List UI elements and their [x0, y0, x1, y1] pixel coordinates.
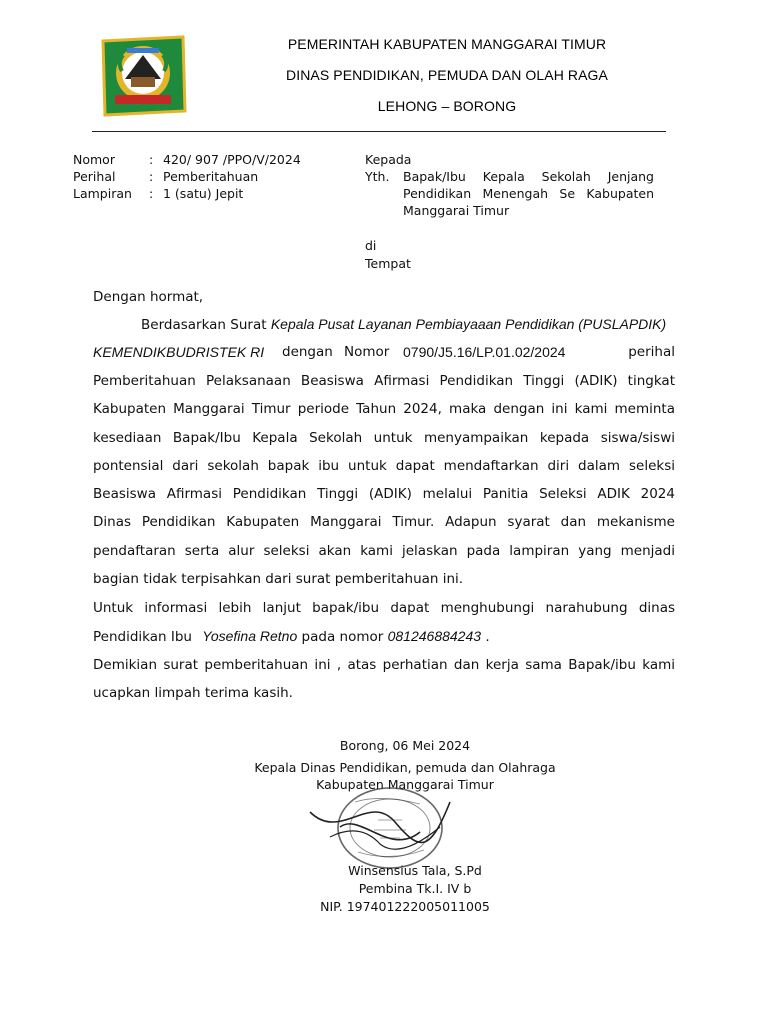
signatory-rank: Pembina Tk.I. IV b — [358, 881, 472, 896]
meta-perihal: Perihal : Pemberitahuan — [73, 169, 259, 184]
letterhead-line-3: LEHONG – BORONG — [377, 98, 517, 114]
recipient-yth: Yth. — [365, 169, 390, 184]
letterhead-line-1: PEMERINTAH KABUPATEN MANGGARAI TIMUR — [287, 36, 607, 52]
recipient-tempat: Tempat — [365, 256, 411, 271]
contact-person: Yosefina Retno — [202, 628, 298, 644]
signature-title-1: Kepala Dinas Pendidikan, pemuda dan Olahraga — [254, 760, 556, 775]
paragraph-1-line-6: pontensial dari sekolah bapak ibu untuk dapat mendaftarkan diri dalam seleksi — [93, 458, 675, 474]
paragraph-2-line-2: Pendidikan Ibu Yosefina Retno pada nomor 081246884243 . — [93, 628, 490, 645]
paragraph-1-line-1: Berdasarkan Surat Kepala Pusat Layanan Pembiayaaan Pendidikan (PUSLAPDIK) — [141, 316, 667, 333]
letter-meta — [73, 151, 353, 211]
contact-phone: 081246884243 — [387, 628, 482, 644]
reference-number: 0790/J5.16/LP.01.02/2024 — [403, 344, 566, 360]
paragraph-2-line-1: Untuk informasi lebih lanjut bapak/ibu dapat menghubungi narahubung dinas — [93, 600, 675, 616]
paragraph-1-line-3: Pemberitahuan Pelaksanaan Beasiswa Afirmasi Pendidikan Tinggi (ADIK) tingkat — [93, 373, 675, 389]
recipient-kepada: Kepada — [365, 152, 412, 167]
recipient-line-1: Bapak/Ibu Kepala Sekolah Jenjang — [403, 169, 654, 184]
meta-nomor: Nomor : 420/ 907 /PPO/V/2024 — [73, 152, 301, 167]
recipient-di: di — [365, 238, 377, 253]
salutation: Dengan hormat, — [93, 289, 204, 305]
issuing-office: Kepala Pusat Layanan Pembiayaaan Pendidikan (PUSLAPDIK) — [270, 316, 667, 332]
regency-logo — [97, 33, 189, 119]
recipient-block — [365, 151, 655, 276]
paragraph-1-line-10: bagian tidak terpisahkan dari surat pemberitahuan ini. — [93, 571, 464, 587]
letter-body — [93, 289, 675, 709]
paragraph-3-line-2: ucapkan limpah terima kasih. — [93, 685, 293, 701]
paragraph-1-line-5: kesediaan Bapak/Ibu Kepala Sekolah untuk menyampaikan kepada siswa/siswi — [93, 430, 675, 446]
meta-lampiran: Lampiran : 1 (satu) Jepit — [73, 186, 244, 201]
signatory-nip: NIP. 197401222005011005 — [320, 899, 490, 914]
signature-place-date: Borong, 06 Mei 2024 — [339, 738, 471, 753]
signatory-name: Winsensius Tala, S.Pd — [348, 863, 482, 878]
paragraph-1-line-7: Beasiswa Afirmasi Pendidikan Tinggi (ADIK) melalui Panitia Seleksi ADIK 2024 — [93, 486, 675, 502]
recipient-line-2: Pendidikan Menengah Se Kabupaten — [403, 186, 654, 201]
recipient-line-3: Manggarai Timur — [403, 203, 510, 218]
official-stamp-signature — [300, 782, 470, 872]
paragraph-3-line-1: Demikian surat pemberitahuan ini , atas perhatian dan kerja sama Bapak/ibu kami — [93, 657, 675, 673]
header-divider — [92, 131, 666, 132]
paragraph-1-line-4: Kabupaten Manggarai Timur periode Tahun 2024, maka dengan ini kami meminta — [93, 401, 675, 417]
paragraph-1-line-2: KEMENDIKBUDRISTEK RI dengan Nomor 0790/J5.16/LP.01.02/2024 perihal — [93, 344, 675, 360]
paragraph-1-line-9: pendaftaran serta alur seleksi akan kami jelaskan pada lampiran yang menjadi — [93, 543, 675, 559]
paragraph-1-line-8: Dinas Pendidikan Kabupaten Manggarai Timur. Adapun syarat dan mekanisme — [93, 514, 675, 530]
letterhead-line-2: DINAS PENDIDIKAN, PEMUDA DAN OLAH RAGA — [286, 67, 608, 83]
ministry-name: KEMENDIKBUDRISTEK RI — [93, 344, 265, 360]
signature-title-2: Kabupaten Manggarai Timur — [316, 777, 494, 792]
